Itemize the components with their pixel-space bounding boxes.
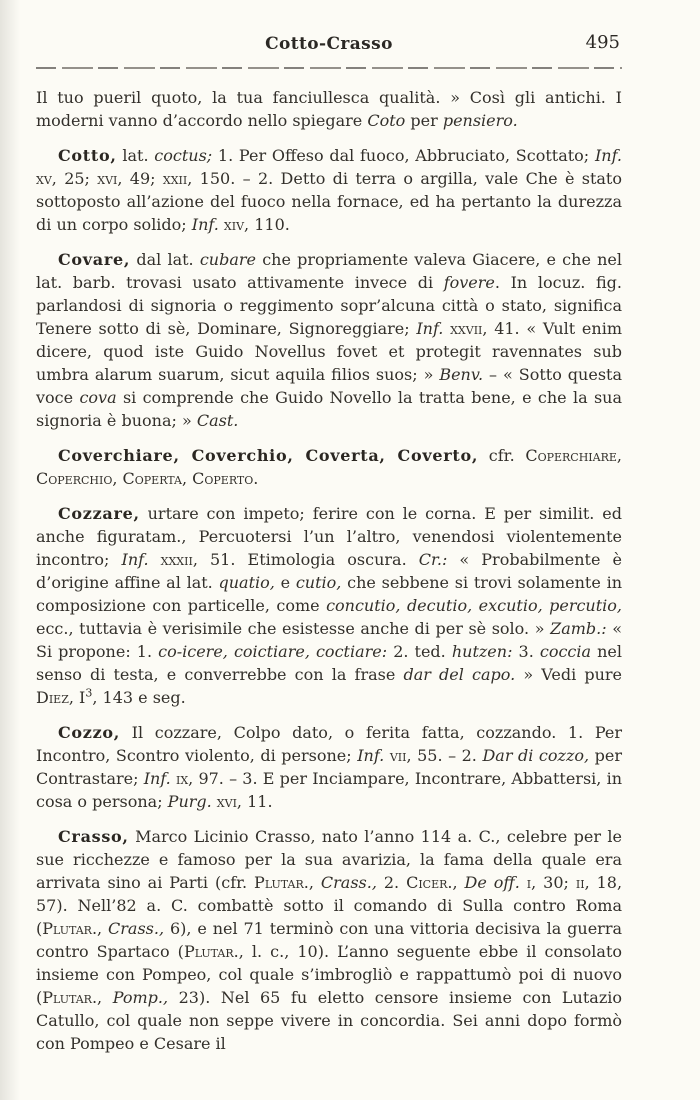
entry-cotto: Cotto, lat. coctus; 1. Per Offeso dal fuoco, Abbruciato, Scottato; Inf. xv, 25; xvi, 49; xxii, 150. – 2. Detto di terra o argilla, vale Che è stato sottoposto all’azione del fuoco nella fornace, ed ha pertanto la durezza di un corpo solido; Inf. xiv, 110.: [36, 146, 623, 234]
entry-covare: Covare, dal lat. cubare che propriamente valeva Giacere, e che nel lat. barb. trovasi usato attivamente invece di fovere. In locuz. fig. parlandosi di signoria o reggimento sopr’alcuna città o stato, significa Tenere sotto di sè, Dominare, Signoreggiare; Inf. xxvii, 41. « Vult enim dicere, quod iste Guido Novellus fovet et protegit ravennates sub umbra alarum suarum, sicut aquila filios suos; » Benv. – « Sotto questa voce cova si comprende che Guido Novello la tratta bene, e che la sua signoria è buona; » Cast.: [36, 250, 623, 430]
text-block: [36, 86, 622, 1055]
entry-cozzare: Cozzare, urtare con impeto; ferire con le corna. E per similit. ed anche figuratam., Percuotersi l’un l’altro, venendosi violentemente incontro; Inf. xxxii, 51. Etimologia oscura. Cr.: « Probabilmente è d’origine affine al lat. quatio, e cutio, che sebbene si trovi solamente in composizione con particelle, come concutio, decutio, excutio, percutio, ecc., tuttavia è verisimile che esistesse anche di per sè solo. » Zamb.: « Si propone: 1. co-icere, coictiare, coctiare: 2. ted. hutzen: 3. coccia nel senso di testa, e converrebbe con la frase dar del capo. » Vedi pure Diez, $I^3$, 143 e seg.: [36, 504, 623, 707]
running-header: [36, 34, 622, 60]
paragraph-coto-continuation: Il tuo pueril quoto, la tua fanciullesca qualità. » Così gli antichi. I moderni vanno d’accordo nello spiegare Coto per pensiero.: [36, 88, 622, 130]
page-number: 495: [585, 32, 620, 53]
header-rule: [36, 67, 622, 69]
page-content: [36, 34, 622, 1055]
entry-crasso: Crasso, Marco Licinio Crasso, nato l’anno 114 a. C., celebre per le sue ricchezze e famoso per la sua avarizia, la fama della quale era arrivata sino ai Parti (cfr. Plutar., Crass., 2. Cicer., De off. i, 30; ii, 18, 57). Nell’82 a. C. combattè sotto il comando di Sulla contro Roma (Plutar., Crass., 6), e nel 71 terminò con una vittoria decisiva la guerra contro Spartaco (Plutar., l. c., 10). L’anno seguente ebbe il consolato insieme con Pompeo, col quale s’imbrogliò e rappattumò poi di nuovo (Plutar., Pomp., 23). Nel 65 fu eletto censore insieme con Lutazio Catullo, col quale non seppe vivere in concordia. Sei anni dopo formò con Pompeo e Cesare il: [36, 827, 623, 1053]
running-header-title: Cotto-Crasso: [265, 34, 393, 54]
entry-coverchiare: Coverchiare, Coverchio, Coverta, Coverto, cfr. Coperchiare, Coperchio, Coperta, Coperto.: [36, 446, 622, 488]
scan-binding-artifact: [0, 0, 4, 1100]
entry-cozzo: Cozzo, Il cozzare, Colpo dato, o ferita fatta, cozzando. 1. Per Incontro, Scontro violento, di persone; Inf. vii, 55. – 2. Dar di cozzo, per Contrastare; Inf. ix, 97. – 3. E per Inciampare, Incontrare, Abbattersi, in cosa o persona; Purg. xvi, 11.: [36, 723, 623, 811]
